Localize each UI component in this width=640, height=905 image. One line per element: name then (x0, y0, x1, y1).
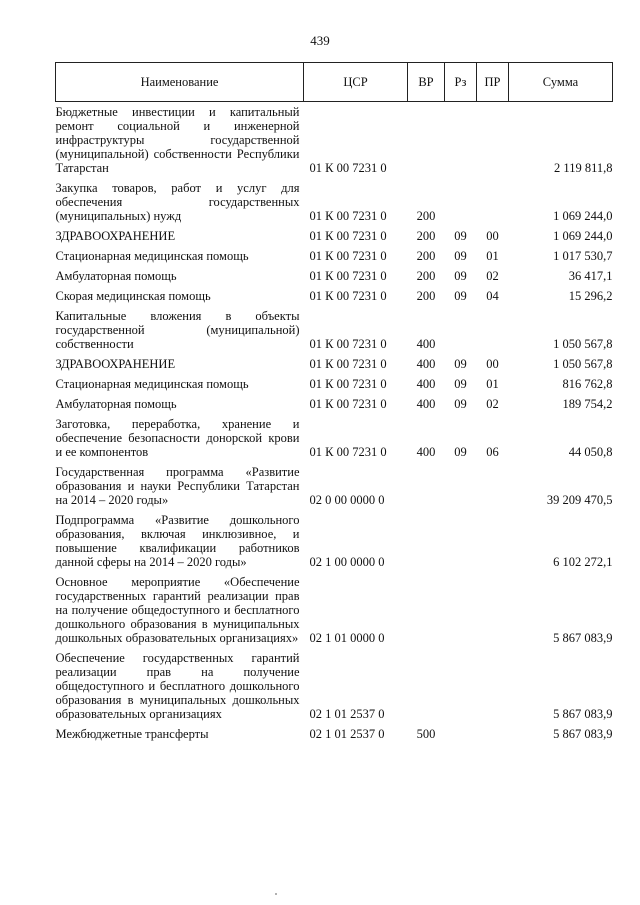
table-row (56, 226, 613, 246)
cell-rz: 09 (454, 397, 467, 411)
cell-vr (408, 648, 445, 724)
cell-name: Основное мероприятие «Обеспечение государственных гарантий реализации прав на получение общедоступного и бесплатного дошкольного образования в муниципальных дошкольных образовательных организациях» (55, 575, 300, 645)
cell-rz (445, 462, 477, 510)
cell-csr: 01 К 00 7231 0 (309, 269, 387, 283)
header-vr: ВР (408, 63, 445, 102)
cell-csr: 01 К 00 7231 0 (309, 289, 387, 303)
scan-speck (275, 893, 277, 895)
cell-name: Амбулаторная помощь (55, 397, 177, 411)
cell-pr (477, 306, 509, 354)
cell-vr (408, 510, 445, 572)
cell-sum: 15 296,2 (568, 289, 613, 303)
table-row (56, 374, 613, 394)
table-row (56, 572, 613, 648)
cell-pr: 01 (486, 249, 499, 263)
cell-rz (445, 510, 477, 572)
cell-csr: 01 К 00 7231 0 (309, 209, 387, 223)
cell-rz (445, 102, 477, 179)
cell-name: Государственная программа «Развитие образования и науки Республики Татарстан на 2014 – 2020 годы» (55, 465, 300, 507)
table-row (56, 266, 613, 286)
cell-name: Подпрограмма «Развитие дошкольного образования, включая инклюзивное, и повышение квалификации работников данной сферы на 2014 – 2020 годы» (55, 513, 300, 569)
cell-sum: 5 867 083,9 (553, 631, 613, 645)
cell-csr: 02 0 00 0000 0 (309, 493, 385, 507)
cell-vr: 200 (416, 209, 436, 223)
cell-csr: 02 1 00 0000 0 (309, 555, 385, 569)
cell-rz (445, 306, 477, 354)
cell-vr: 400 (416, 337, 436, 351)
cell-rz: 09 (454, 249, 467, 263)
cell-pr (477, 510, 509, 572)
cell-csr: 01 К 00 7231 0 (309, 445, 387, 459)
cell-csr: 02 1 01 2537 0 (309, 727, 385, 741)
cell-pr: 00 (486, 229, 499, 243)
cell-name: Скорая медицинская помощь (55, 289, 211, 303)
cell-sum: 2 119 811,8 (554, 161, 613, 175)
cell-rz: 09 (454, 289, 467, 303)
cell-pr (477, 462, 509, 510)
cell-rz (445, 572, 477, 648)
cell-sum: 39 209 470,5 (546, 493, 613, 507)
table-row (56, 394, 613, 414)
cell-rz: 09 (454, 377, 467, 391)
header-pr: ПР (477, 63, 509, 102)
cell-name: Амбулаторная помощь (55, 269, 177, 283)
budget-table (55, 62, 613, 744)
cell-csr: 01 К 00 7231 0 (309, 229, 387, 243)
cell-rz: 09 (454, 269, 467, 283)
cell-sum: 189 754,2 (562, 397, 613, 411)
table-row (56, 648, 613, 724)
cell-pr (477, 102, 509, 179)
cell-vr: 400 (416, 357, 436, 371)
cell-name: ЗДРАВООХРАНЕНИЕ (55, 357, 176, 371)
cell-vr: 200 (416, 229, 436, 243)
table-row (56, 414, 613, 462)
cell-sum: 816 762,8 (562, 377, 613, 391)
cell-name: Заготовка, переработка, хранение и обеспечение безопасности донорской крови и ее компонентов (55, 417, 300, 459)
cell-sum: 44 050,8 (568, 445, 613, 459)
cell-name: Обеспечение государственных гарантий реализации прав на получение общедоступного и бесплатного дошкольного образования в муниципальных дошкольных образовательных организациях (55, 651, 300, 721)
table-header-row (56, 63, 613, 102)
cell-pr (477, 572, 509, 648)
cell-vr (408, 102, 445, 179)
cell-name: Капитальные вложения в объекты государственной (муниципальной) собственности (55, 309, 300, 351)
cell-vr (408, 572, 445, 648)
table-row (56, 510, 613, 572)
table-row (56, 178, 613, 226)
cell-csr: 02 1 01 2537 0 (309, 707, 385, 721)
table-row (56, 724, 613, 744)
cell-name: Бюджетные инвестиции и капитальный ремонт социальной и инженерной инфраструктуры государственной (муниципальной) собственности Республики Татарстан (55, 105, 300, 175)
cell-pr: 02 (486, 397, 499, 411)
cell-sum: 1 017 530,7 (553, 249, 613, 263)
cell-csr: 01 К 00 7231 0 (309, 249, 387, 263)
cell-sum: 1 050 567,8 (553, 357, 613, 371)
cell-rz (445, 648, 477, 724)
page-number: 439 (310, 33, 330, 48)
cell-sum: 6 102 272,1 (553, 555, 613, 569)
cell-sum: 5 867 083,9 (553, 707, 613, 721)
cell-vr: 400 (416, 377, 436, 391)
cell-sum: 1 050 567,8 (553, 337, 613, 351)
cell-csr: 01 К 00 7231 0 (309, 161, 387, 175)
cell-pr: 06 (486, 445, 499, 459)
cell-pr (477, 178, 509, 226)
cell-sum: 36 417,1 (568, 269, 613, 283)
header-name: Наименование (56, 63, 304, 102)
cell-pr (477, 648, 509, 724)
cell-csr: 01 К 00 7231 0 (309, 397, 387, 411)
cell-vr: 400 (416, 445, 436, 459)
cell-vr: 200 (416, 289, 436, 303)
cell-rz: 09 (454, 229, 467, 243)
cell-name: Закупка товаров, работ и услуг для обеспечения государственных (муниципальных) нужд (55, 181, 300, 223)
cell-rz (445, 724, 477, 744)
header-sum: Сумма (509, 63, 613, 102)
cell-vr (408, 462, 445, 510)
table-row (56, 354, 613, 374)
table-row (56, 306, 613, 354)
cell-csr: 01 К 00 7231 0 (309, 357, 387, 371)
table-row (56, 462, 613, 510)
cell-csr: 01 К 00 7231 0 (309, 377, 387, 391)
table-row (56, 286, 613, 306)
cell-sum: 1 069 244,0 (553, 209, 613, 223)
cell-rz: 09 (454, 445, 467, 459)
cell-vr: 200 (416, 249, 436, 263)
cell-vr: 200 (416, 269, 436, 283)
cell-name: ЗДРАВООХРАНЕНИЕ (55, 229, 176, 243)
cell-pr (477, 724, 509, 744)
cell-name: Стационарная медицинская помощь (55, 249, 249, 263)
cell-vr: 400 (416, 397, 436, 411)
cell-name: Межбюджетные трансферты (55, 727, 209, 741)
cell-rz (445, 178, 477, 226)
cell-pr: 00 (486, 357, 499, 371)
header-csr: ЦСР (304, 63, 408, 102)
cell-pr: 02 (486, 269, 499, 283)
cell-pr: 04 (486, 289, 499, 303)
cell-pr: 01 (486, 377, 499, 391)
header-rz: Рз (445, 63, 477, 102)
cell-rz: 09 (454, 357, 467, 371)
cell-sum: 1 069 244,0 (553, 229, 613, 243)
cell-csr: 02 1 01 0000 0 (309, 631, 385, 645)
table-row (56, 246, 613, 266)
cell-sum: 5 867 083,9 (553, 727, 613, 741)
cell-name: Стационарная медицинская помощь (55, 377, 249, 391)
table-row (56, 102, 613, 179)
cell-vr: 500 (416, 727, 436, 741)
cell-csr: 01 К 00 7231 0 (309, 337, 387, 351)
